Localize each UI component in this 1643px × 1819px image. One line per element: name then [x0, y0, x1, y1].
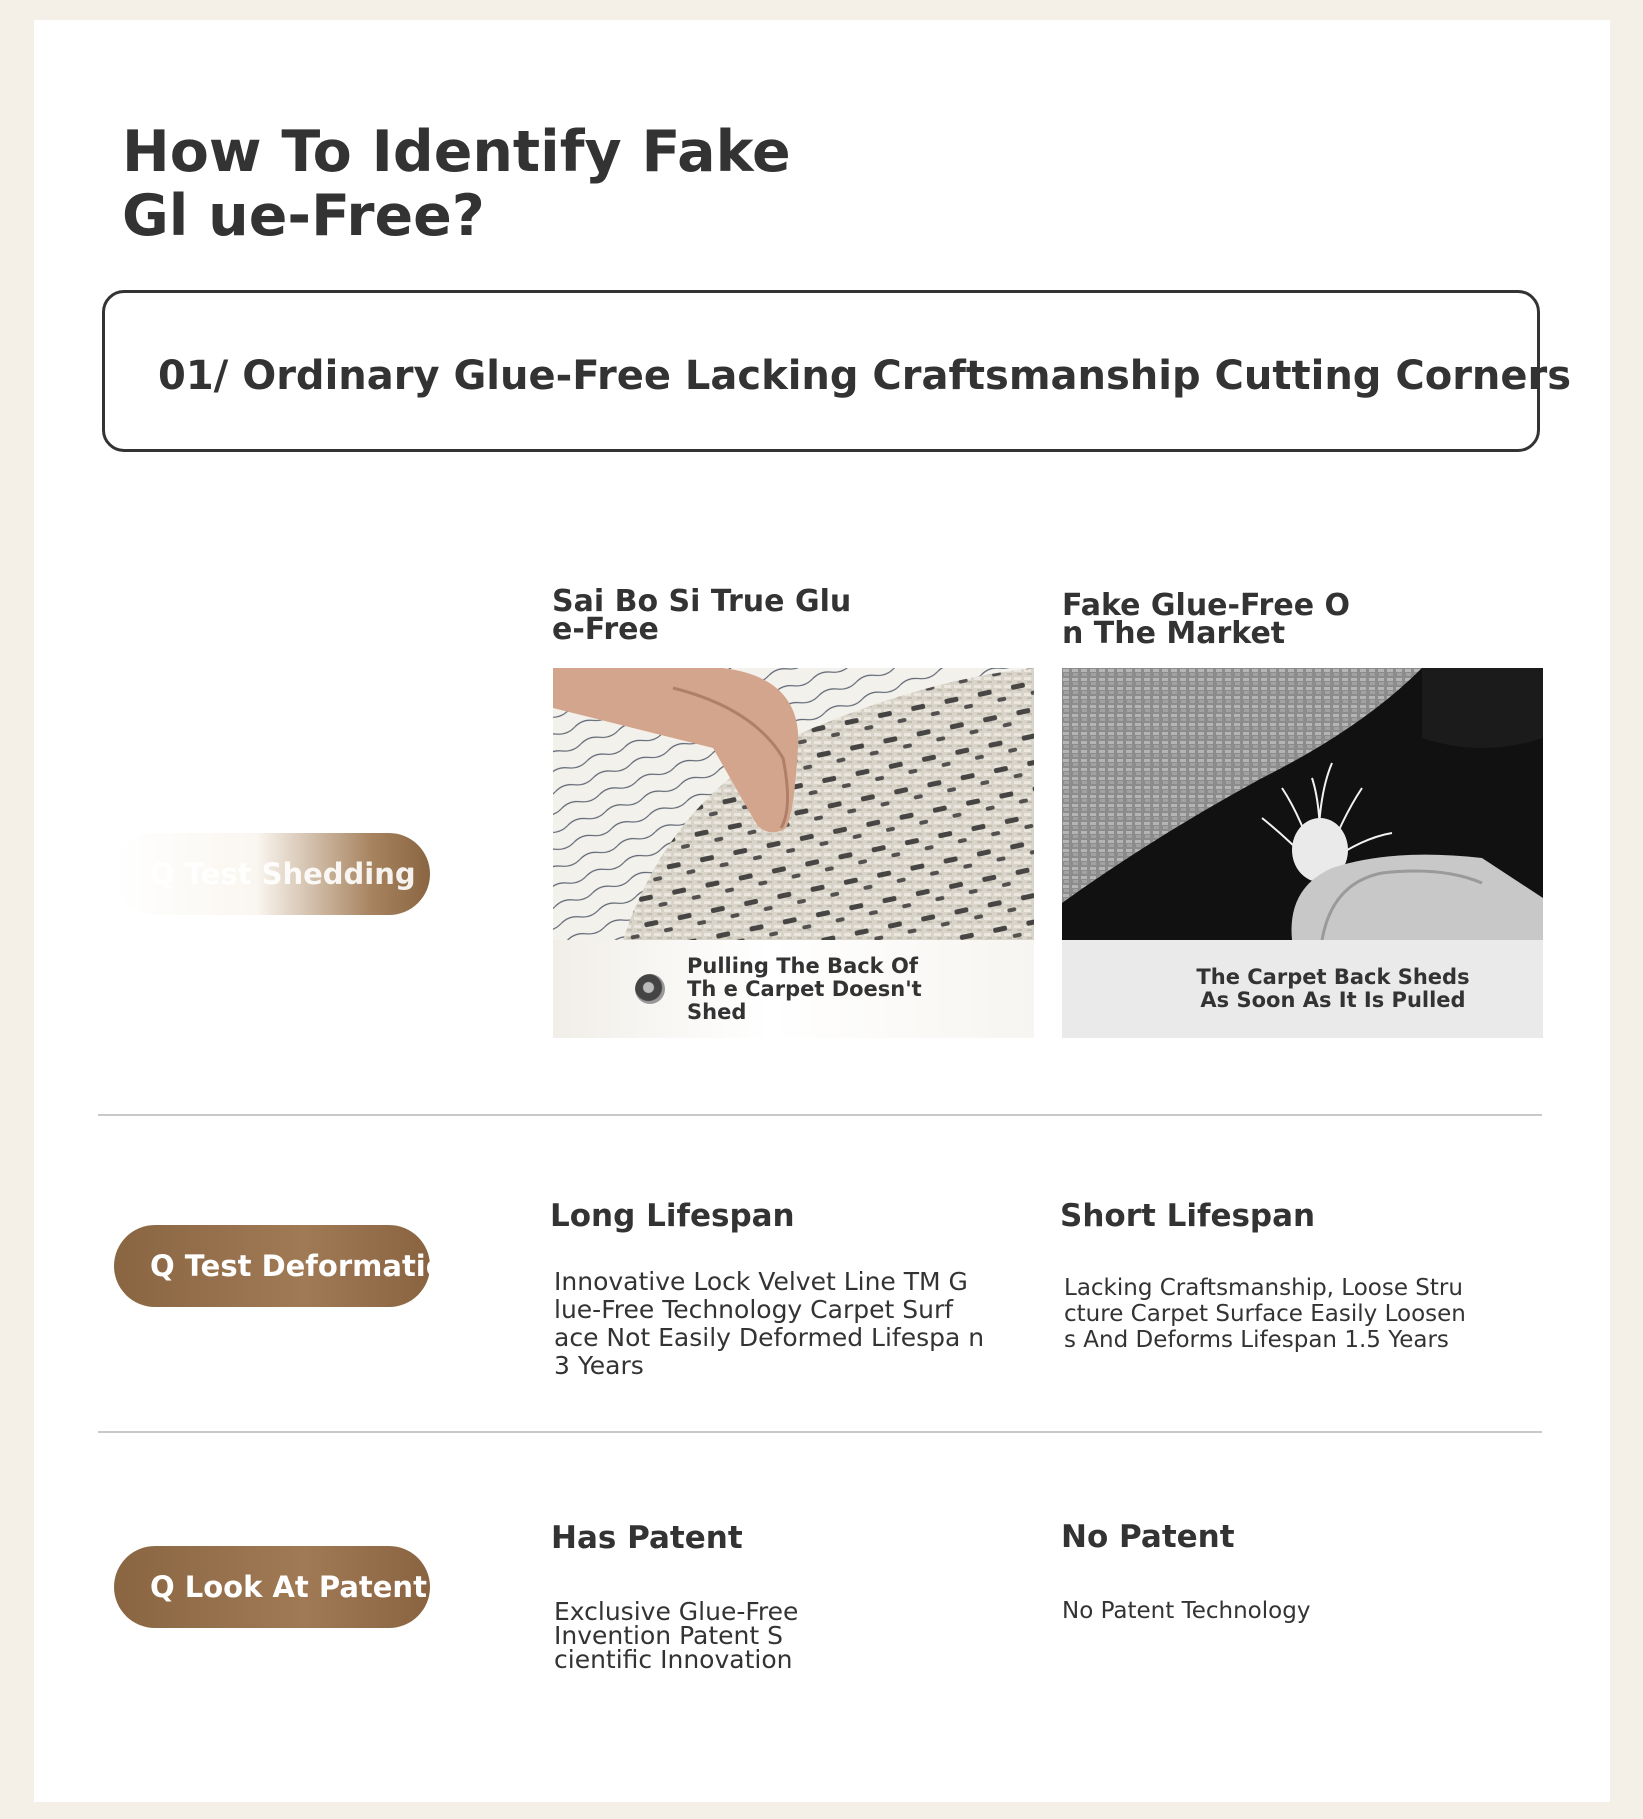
true-glue-free-photo	[553, 668, 1034, 1038]
section-title: 01/ Ordinary Glue-Free Lacking Craftsmanship Cutting Corners	[158, 353, 1572, 399]
row-divider	[98, 1431, 1542, 1433]
true-glue-free-heading: Sai Bo Si True Glu e-Free	[552, 584, 852, 647]
carpet-back-pulled-image	[553, 668, 1034, 940]
fake-glue-free-heading: Fake Glue-Free O n The Market	[1062, 588, 1350, 651]
no-patent-text: No Patent Technology	[1062, 1598, 1311, 1624]
test-shedding-pill	[114, 833, 430, 915]
long-lifespan-heading: Long Lifespan	[550, 1198, 795, 1234]
look-at-patent-pill	[114, 1546, 430, 1628]
page-title: How To Identify Fake Gl ue-Free?	[122, 119, 791, 249]
long-lifespan-text: Innovative Lock Velvet Line TM G lue-Free Technology Carpet Surf ace Not Easily Deformed Lifespa n 3 Years	[554, 1267, 985, 1380]
true-glue-free-caption-bar	[553, 940, 1034, 1038]
carpet-shedding-image	[1062, 668, 1543, 940]
test-shedding-label: Q Test Shedding	[150, 857, 416, 891]
true-glue-free-caption: Pulling The Back Of Th e Carpet Doesn't Shed	[687, 953, 922, 1024]
has-patent-text: Exclusive Glue-Free Invention Patent S cientific Innovation	[554, 1597, 799, 1674]
fake-glue-free-caption-bar	[1062, 940, 1543, 1038]
record-icon	[635, 974, 665, 1004]
short-lifespan-heading: Short Lifespan	[1060, 1198, 1316, 1234]
fake-glue-free-caption: The Carpet Back Sheds As Soon As It Is Pulled	[1196, 965, 1470, 1012]
test-deformation-label: Q Test Deformation	[150, 1249, 467, 1283]
no-patent-heading: No Patent	[1061, 1519, 1235, 1555]
row-divider	[98, 1114, 1542, 1116]
test-deformation-pill	[114, 1225, 467, 1307]
has-patent-heading: Has Patent	[551, 1520, 743, 1556]
fake-glue-free-photo	[1062, 668, 1543, 1038]
short-lifespan-text: Lacking Craftsmanship, Loose Stru cture Carpet Surface Easily Loosen s And Deforms Lifespan 1.5 Years	[1064, 1275, 1466, 1353]
look-at-patent-label: Q Look At Patent	[150, 1570, 427, 1604]
